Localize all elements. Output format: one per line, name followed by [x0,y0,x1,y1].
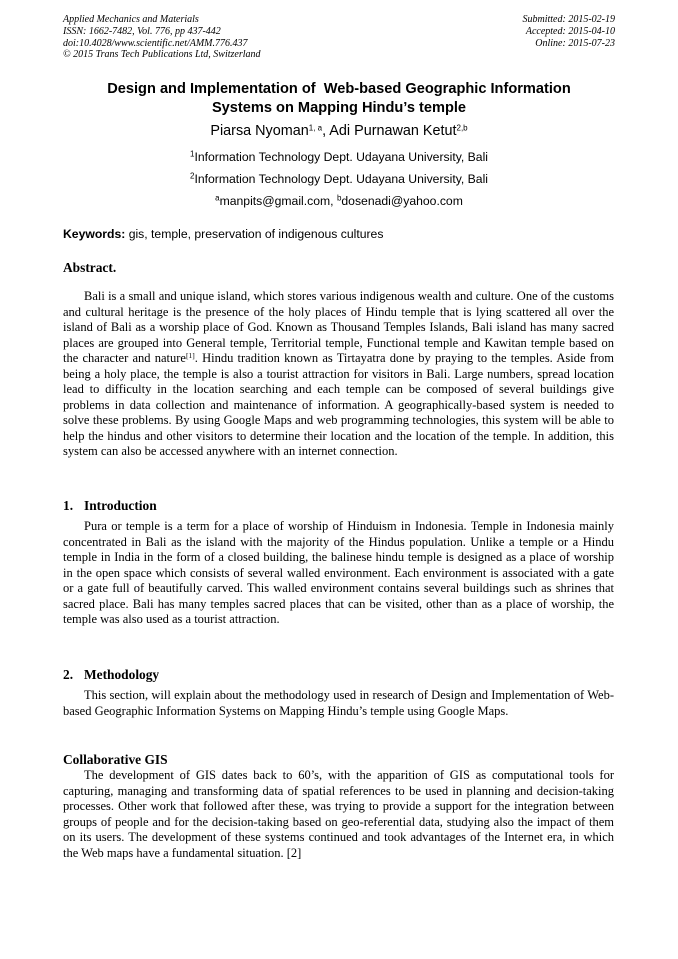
section-2-heading [63,667,159,682]
keywords-line [63,227,383,242]
author-emails [60,194,618,209]
section-2-body: This section, will explain about the methodology used in research of Design and Implementation of Web-based Geographic Information Systems on Mapping Hindu’s temple using Google Maps. [63,688,614,718]
section-1-number: 1. [63,498,74,513]
author-1-affil: 1, a [308,123,323,133]
section-1-heading [63,498,157,513]
paper-title [60,80,618,118]
section-2-title: Methodology [84,667,160,682]
abstract-citation: [1] [185,350,195,360]
accepted-date: Accepted: 2015-04-10 [525,25,615,37]
subsection-body: The development of GIS dates back to 60’s, with the apparition of GIS as computational tools for capturing, managing and transforming data of spatial references to be used in planning and decision-taking processes. Other work that followed after these, was trying to provide a support for the integration between groups of people and for the decision-taking based on geo-referential data, studying also the impact of them on its users. The development of these systems continued and took advantages of the Internet era, in which the Web maps have a fundamental situation. [2] [63,768,614,860]
author-2-name: Adi Purnawan Ketut [329,123,457,139]
affiliation-2 [60,172,618,187]
journal-copyright: © 2015 Trans Tech Publications Ltd, Switzerland [63,49,261,61]
email-a-mark: a [215,193,220,203]
journal-name: Applied Mechanics and Materials [63,14,199,25]
author-separator: , [322,123,330,139]
title-line-1: Design and Implementation of Web-based Geographic Information [107,81,571,97]
abstract-heading: Abstract. [63,260,117,275]
journal-doi: doi:10.4028/www.scientific.net/AMM.776.437 [63,37,248,49]
email-b-mark: b [336,193,342,203]
journal-header-right [523,14,616,49]
affiliation-1 [60,150,618,165]
abstract-text-2: . Hindu tradition known as Tirtayatra done by praying to the temples. Aside from being a holy place, the temple is also a tourist attraction for visitors in Bali. Large numbers, spread location lead to difficulty in the location searching and each temple can be composed of several buildings give problems in data collection and maintenance of information. A geographically-based system is needed to solve these problems. By using Google Maps and web programming technologies, this system will be able to help the hindus and other visitors to determine their location and the location of the temple. In addition, this system can also be accessed anywhere with an internet connection. [63,351,615,458]
abstract-text-1: Bali is a small and unique island, which stores various indigenous wealth and culture. One of the customs and cultural heritage is the presence of the holy places of Hindu temple that is lying scattered all over the island of Bali as a worship place of God. Known as Thousand Temples Islands, Bali island has many sacred places are grouped into General temple, Territorial temple, Functional temple and Kawitan temple based on the character and nature [63,289,614,365]
affiliation-1-text: Information Technology Dept. Udayana University, Bali [194,150,488,164]
title-line-2: Systems on Mapping Hindu’s temple [211,100,467,116]
submitted-date: Submitted: 2015-02-19 [522,14,615,25]
journal-header-left [63,14,261,61]
keywords-text: gis, temple, preservation of indigenous cultures [125,227,384,241]
email-a: manpits@gmail.com, [219,194,337,208]
author-1-name: Piarsa Nyoman [210,123,309,139]
author-2-affil: 2,b [456,123,468,133]
online-date: Online: 2015-07-23 [535,37,615,49]
email-b: dosenadi@yahoo.com [341,194,463,208]
author-list [60,122,618,140]
affiliation-2-text: Information Technology Dept. Udayana University, Bali [194,172,488,186]
section-2-number: 2. [63,667,74,682]
section-1-title: Introduction [84,498,157,513]
affiliation-2-mark: 2 [189,171,195,181]
section-1-body: Pura or temple is a term for a place of worship of Hinduism in Indonesia. Temple in Indonesia mainly concentrated in Bali as the island with the majority of the Hindus population. Unlike a temple or a Hindu temple in India in the form of a closed building, the balinese hindu temple is designed as a place of worship in the open space which consists of several walled environment. Each environment is associated with a gate or a gate full of beautifully carved. This walled environment contains several buildings such as shrines that sacred place. Bali has many temples sacred places that can be visited, other than as a place of worship, the temple was also used as a tourist attraction. [63,519,614,626]
abstract-body [63,289,614,460]
subsection-heading: Collaborative GIS [63,752,168,767]
keywords-label: Keywords: [63,227,126,241]
affiliation-1-mark: 1 [189,149,195,159]
journal-issn: ISSN: 1662-7482, Vol. 776, pp 437-442 [63,25,221,37]
